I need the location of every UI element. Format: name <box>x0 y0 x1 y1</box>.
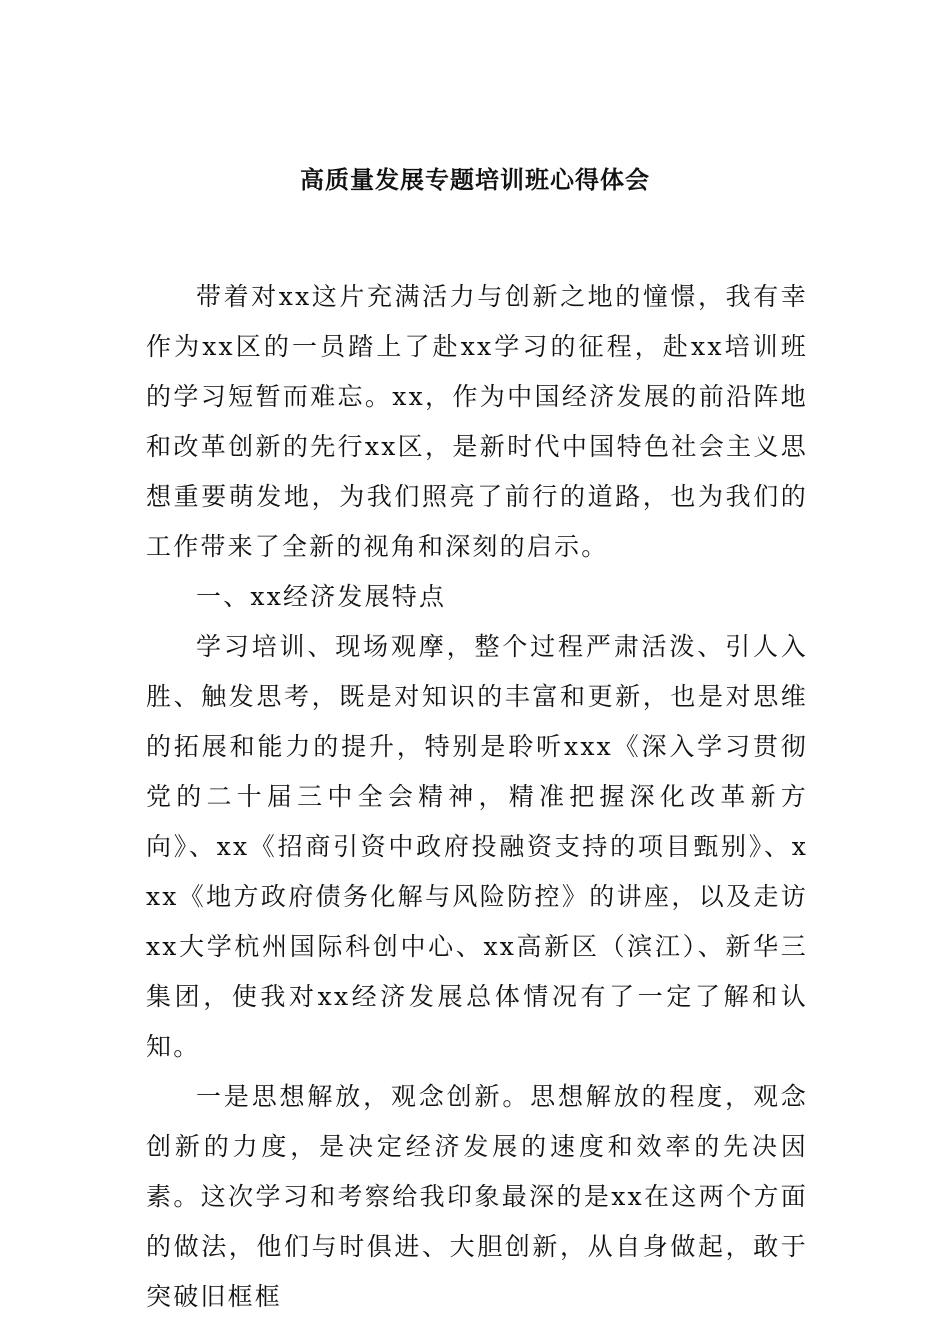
paragraph-training: 学习培训、现场观摩，整个过程严肃活泼、引人入胜、触发思考，既是对知识的丰富和更新，也是对思维的拓展和能力的提升，特别是聆听xxx《深入学习贯彻党的二十届三中全会精神，精准把握深化改革新方向》、xx《招商引资中政府投融资支持的项目甄别》、xxx《地方政府债务化解与风险防控》的讲座，以及走访xx大学杭州国际科创中心、xx高新区（滨江）、新华三集团，使我对xx经济发展总体情况有了一定了解和认知。 <box>146 632 808 1061</box>
document-body <box>146 272 808 1322</box>
section-heading: 一、xx经济发展特点 <box>196 582 447 611</box>
paragraph-intro: 带着对xx这片充满活力与创新之地的憧憬，我有幸作为xx区的一员踏上了赴xx学习的征程，赴xx培训班的学习短暂而难忘。xx，作为中国经济发展的前沿阵地和改革创新的先行xx区，是新时代中国特色社会主义思想重要萌发地，为我们照亮了前行的道路，也为我们的工作带来了全新的视角和深刻的启示。 <box>146 282 808 561</box>
paragraph-point-one: 一是思想解放，观念创新。思想解放的程度，观念创新的力度，是决定经济发展的速度和效率的先决因素。这次学习和考察给我印象最深的是xx在这两个方面的做法，他们与时俱进、大胆创新，从自身做起，敢于突破旧框框 <box>146 1082 808 1311</box>
document-title: 高质量发展专题培训班心得体会 <box>300 165 650 194</box>
